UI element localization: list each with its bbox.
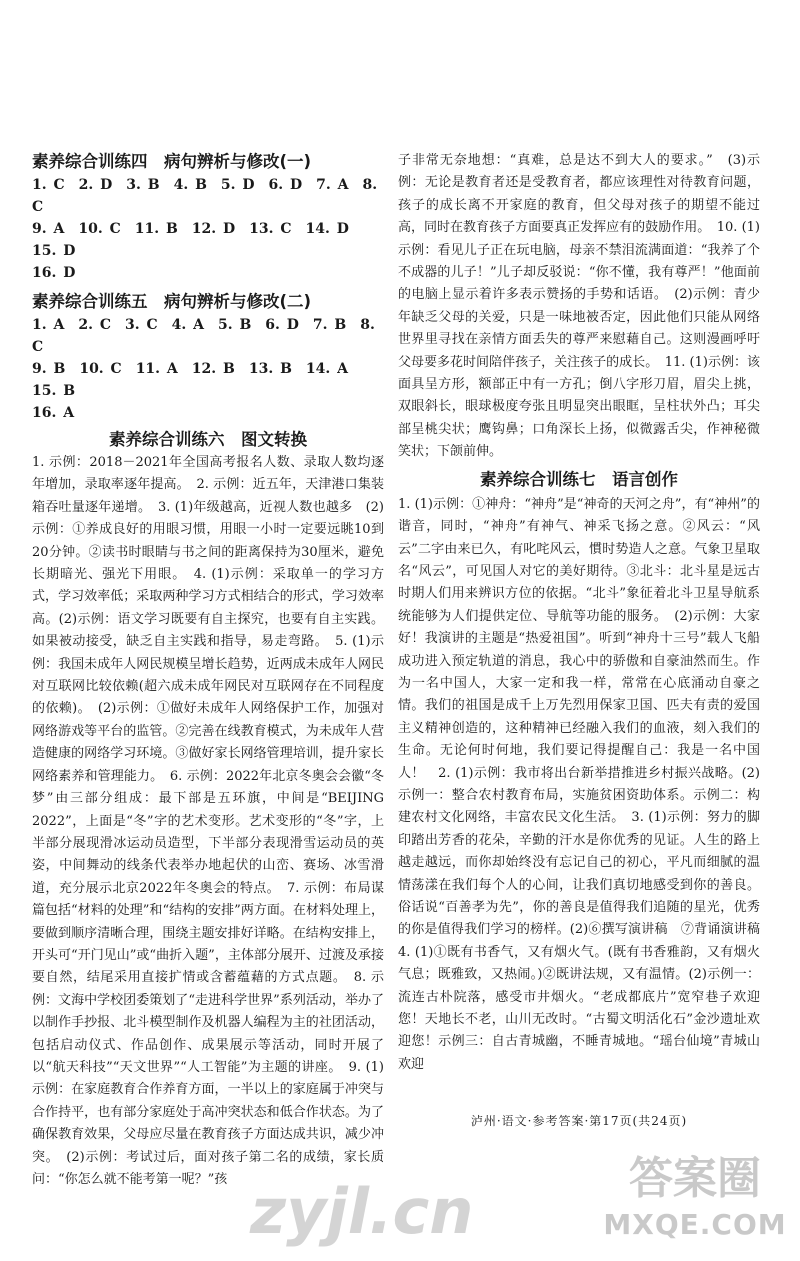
watermark-left-logo [250, 1175, 473, 1248]
section-4-answers-row-3: 16. D [32, 265, 76, 281]
watermark-right-logo [600, 1150, 790, 1250]
section-6-title: 素养综合训练六 图文转换 [109, 430, 307, 449]
section-4-title: 素养综合训练四 病句辨析与修改(一) [32, 152, 312, 171]
section-6-answer-text-continued: 子非常无奈地想：“真难，总是达不到大人的要求。” (3)示例：无论是教育者还是受教育者，都应该理性对待教育问题，孩子的成长离不开家庭的教育，但父母对孩子的期望不能过高，同时在教育孩子方面要真正发挥应有的鼓励作用。 10. (1)示例：看见儿子正在玩电脑，母亲不禁泪流满面道：“我养了个不成器的儿子！”儿子却反驳说：“你不懂，我有尊严！”他面前的电脑上显示着许多表示赞扬的手势和话语。 (2)示例：青少年缺乏父母的关爱，只是一味地被否定，因此他们只能从网络世界里寻找在亲情方面丢失的尊严来慰藉自己。这则漫画呼吁父母要多花时间陪伴孩子，关注孩子的成长。 11. (1)示例：该面具呈方形，额部正中有一方孔；倒八字形刀眉，眉尖上挑，双眼斜长，眼球极度夸张且明显突出眼眶，呈柱状外凸；耳尖部呈桃尖状；鹰钩鼻；口角深长上扬，似微露舌尖，作神秘微笑状；下颌前伸。 [398, 153, 760, 460]
section-4-answers-row-1: 1. C 2. D 3. B 4. B 5. D 6. D 7. A 8. C [32, 177, 378, 215]
page-footer: 泸州·语文·参考答案·第17页(共24页) [470, 1114, 688, 1128]
section-6-answer-text: 1. 示例：2018－2021年全国高考报名人数、录取人数均逐年增加，录取率逐年提高。 2. 示例：近五年，天津港口集装箱吞吐量逐年递增。 3. (1)年级越高，近视人数也越多 (2)示例：①养成良好的用眼习惯，用眼一小时一定要远眺10到20分钟。②读书时眼睛与书之间的距离保持为30厘米，避免长期暗光、强光下用眼。 4. (1)示例：采取单一的学习方式，学习效率低；采取两种学习方式相结合的形式，学习效率高。(2)示例：语文学习既要有自主探究，也要有自主实践。如果被动接受，缺乏自主实践和指导，易走弯路。 5. (1)示例：我国未成年人网民规模呈增长趋势，近两成未成年人网民对互联网比较依赖(超六成未成年网民对互联网存在不同程度的依赖)。 (2)示例：①做好未成年人网络保护工作，加强对网络游戏等平台的监管。②完善在线教育模式，为未成年人营造健康的网络学习环境。③做好家长网络管理培训，提升家长网络素养和管理能力。 6. 示例：2022年北京冬奥会会徽“冬梦”由三部分组成：最下部是五环旗，中间是“BEIJING 2022”，上面是“冬”字的艺术变形。艺术变形的“冬”字，上半部分展现滑冰运动员造型，下半部分表现滑雪运动员的英姿，中间舞动的线条代表举办地起伏的山峦、赛场、冰雪滑道，充分展示北京2022年冬奥会的特点。 7. 示例：布局谋篇包括“材料的处理”和“结构的安排”两方面。在材料处理上，要做到顺序清晰合理，围绕主题安排好详略。在结构安排上，开头可“开门见山”或“曲折入题”，主体部分展开、过渡及承接要自然，结尾采用直接扩情或含蓄蕴藉的方式点题。 8. 示例：文海中学校团委策划了“走进科学世界”系列活动，举办了以制作手抄报、北斗模型制作及机器人编程为主的社团活动，包括启动仪式、作品创作、成果展示等活动，同时开展了以“航天科技”“天文世界”“人工智能”为主题的讲座。 9. (1)示例：在家庭教育合作养育方面，一半以上的家庭属于冲突与合作持平，也有部分家庭处于高冲突状态和低合作状态。为了确保教育效果，父母应尽量在教育孩子方面达成共识，减少冲突。 (2)示例：考试过后，面对孩子第二名的成绩，家长质问：“你怎么就不能考第一呢？”孩 [32, 455, 384, 1187]
watermark-right-en-text: MXQE.COM [603, 1208, 787, 1241]
section-5-title: 素养综合训练五 病句辨析与修改(二) [32, 292, 312, 311]
section-5-answers-row-3: 16. A [32, 405, 75, 421]
left-column [32, 150, 384, 1191]
section-4-answers-row-2: 9. A 10. C 11. B 12. D 13. C 14. D 15. D [32, 221, 363, 259]
watermark-left-text: zyjl.cn [250, 1175, 474, 1248]
watermark-right-cn-text: 答案圈 [629, 1153, 761, 1204]
right-column [398, 150, 774, 1076]
section-5-answers-row-1: 1. A 2. C 3. C 4. A 5. B 6. D 7. B 8. C [32, 317, 375, 355]
section-7-title: 素养综合训练七 语言创作 [480, 469, 678, 489]
section-7-answer-text: 1. (1)示例：①神舟：“神舟”是“神奇的天河之舟”，有“神州”的谐音，同时，“神舟”有神气、神采飞扬之意。②风云：“风云”二字由来已久，有叱咤风云，慣时势造人之意。气象卫星取名“风云”，可见国人对它的美好期待。③北斗：北斗星是远古时期人们用来辨识方位的依据。“北斗”象征着北斗卫星导航系统能够为人们提供定位、导航等功能的服务。 (2)示例：大家好！我演讲的主题是“热爱祖国”。听到“神舟十三号”载人飞船成功进入预定轨道的消息，我心中的骄傲和自豪油然而生。作为一名中国人，大家一定和我一样，常常在心底涌动自豪之情。我们的祖国是成千上万先烈用保家卫国、匹夫有责的爱国主义精神创造的，这种精神已经融入我们的血液，刻入我们的生命。无论何时何地，我们要记得提醒自己：我是一名中国人！ 2. (1)示例：我市将出台新举措推进乡村振兴战略。(2)示例一：整合农村教育布局，实施贫困资助体系。示例二：构建农村文化网络，丰富农民文化生活。 3. (1)示例：努力的脚印踏出芳香的花朵，辛勤的汗水是你优秀的见证。人生的路上越走越远，而你却始终没有忘记自己的初心，平凡而细腻的温情荡漾在我们每个人的心间，让我们真切地感受到你的善良。俗话说“百善孝为先”，你的善良是值得我们追随的星光，优秀的你是值得我们学习的榜样。(2)⑥撰写演讲稿 ⑦背诵演讲稿 4. (1)①既有书香气，又有烟火气。(既有书香雅韵，又有烟火气息；既雅致，又热闹。)②既讲法规，又有温情。(2)示例一：流连古朴院落，感受市井烟火。“老成都底片”宽窄巷子欢迎您！天地长不老，山川无改时。“古蜀文明活化石”金沙遗址欢迎您！示例三：自古青城幽，不睡青城地。“瑶台仙境”青城山欢迎 [398, 496, 774, 1072]
section-5-answers-row-2: 9. B 10. C 11. A 12. B 13. B 14. A 15. B [32, 361, 363, 399]
